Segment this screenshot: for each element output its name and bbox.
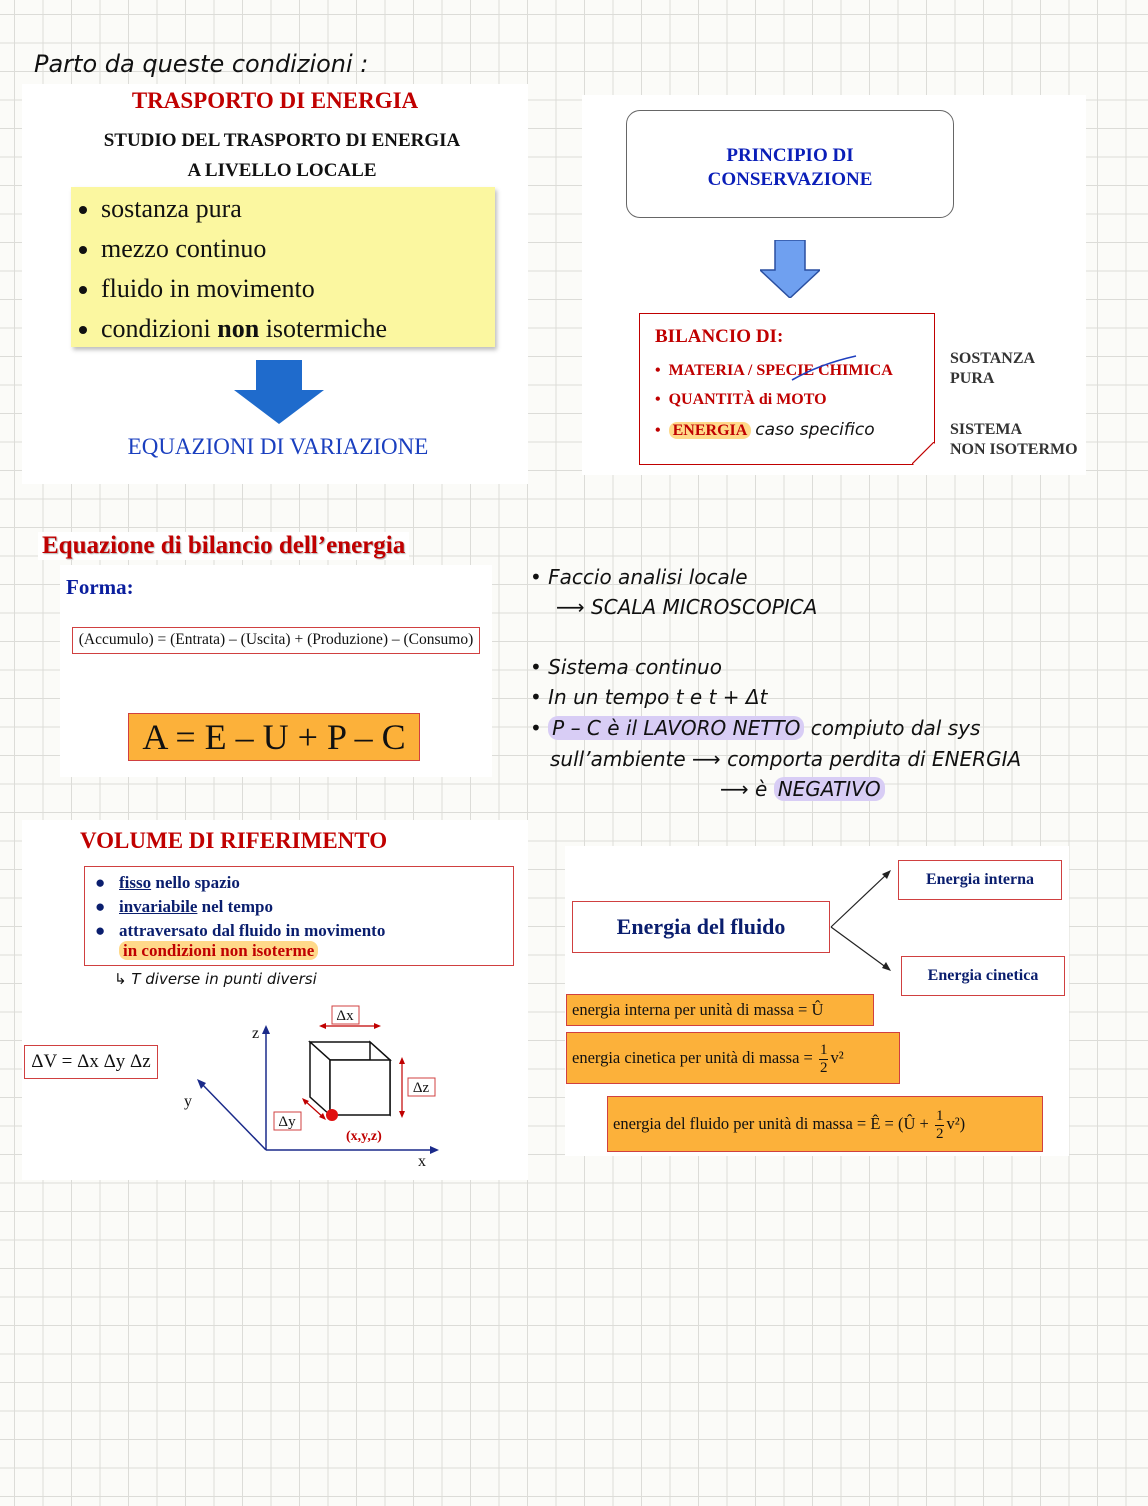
kinetic-energy-box: Energia cinetica: [901, 956, 1065, 996]
note-line: sull’ambiente ⟶ comporta perdita di ENERGIA: [550, 747, 1022, 771]
condition-item: • condizioni non isotermiche: [101, 309, 495, 349]
non-isothermal-label: SISTEMA NON ISOTERMO: [950, 421, 1078, 458]
delta-x-label: Δx: [336, 1008, 354, 1024]
page-fold-icon: [912, 442, 936, 466]
form-label: Forma:: [66, 575, 134, 599]
transport-title: TRASPORTO DI ENERGIA: [131, 88, 419, 113]
reference-volume-title: VOLUME DI RIFERIMENTO: [80, 828, 388, 853]
conditions-box: [71, 187, 495, 347]
down-arrow-icon: [760, 240, 820, 298]
note-line: • In un tempo t e t + Δt: [530, 685, 768, 709]
subtitle-line-1: STUDIO DEL TRASPORTO DI ENERGIA: [103, 130, 461, 151]
half-fraction: $\frac{1}{2}$: [935, 1107, 944, 1142]
condition-item: • sostanza pura: [101, 189, 495, 229]
volume-property: ● fisso nello spazio: [95, 873, 240, 892]
volume-property: ● attraversato dal fluido in movimento: [95, 921, 386, 940]
principle-line-1: PRINCIPIO DI: [726, 145, 854, 166]
volume-property: ● invariabile nel tempo: [95, 897, 273, 916]
axis-x-label: x: [418, 1153, 426, 1170]
delta-y-label: Δy: [278, 1114, 296, 1130]
fluid-energy-box: Energia del fluido: [572, 901, 830, 953]
transport-panel: [22, 84, 528, 484]
fluid-energy-panel: [565, 846, 1069, 1156]
reference-volume-panel: [22, 820, 528, 1180]
coordinate-cube-diagram: [172, 1000, 472, 1175]
axis-y-label: y: [184, 1093, 192, 1110]
variation-equations-label: EQUAZIONI DI VARIAZIONE: [127, 434, 429, 459]
note-line: • Sistema continuo: [530, 655, 722, 679]
balance-item-energy: • ENERGIA caso specifico: [655, 420, 875, 440]
balance-title: BILANCIO DI:: [655, 326, 784, 347]
internal-energy-definition: energia interna per unità di massa = Û: [566, 994, 874, 1026]
branch-arrows: [827, 866, 899, 976]
note-line: • Faccio analisi locale: [530, 565, 748, 589]
note-line: • P – C è il LAVORO NETTO compiuto dal sys: [530, 716, 981, 740]
axis-z-label: z: [252, 1025, 260, 1042]
balance-item-momentum: • QUANTITÀ di MOTO: [655, 391, 827, 408]
half-fraction: $\frac{1}{2}$: [819, 1041, 828, 1076]
strike-mark: [790, 354, 860, 384]
conservation-principle-box: [626, 110, 954, 218]
subtitle-line-2: A LIVELLO LOCALE: [187, 160, 377, 181]
energy-balance-heading: Equazione di bilancio dell’energia: [38, 532, 409, 560]
balance-equation-words: (Accumulo) = (Entrata) – (Uscita) + (Produzione) – (Consumo): [72, 627, 480, 654]
pure-substance-label: SOSTANZA PURA: [950, 350, 1036, 387]
down-arrow-icon: [234, 360, 324, 424]
conservation-panel: [582, 95, 1086, 475]
fluid-energy-definition: energia del fluido per unità di massa = Ê = (Û + $\frac{1}{2}$ v²): [607, 1096, 1043, 1152]
condition-item: • fluido in movimento: [101, 269, 495, 309]
reference-volume-box: [84, 866, 514, 966]
internal-energy-box: Energia interna: [898, 860, 1062, 900]
point-label: (x,y,z): [346, 1129, 382, 1144]
condition-item: • mezzo continuo: [101, 229, 495, 269]
balance-box: [639, 313, 935, 465]
principle-line-2: CONSERVAZIONE: [707, 169, 873, 190]
note-line: ⟶ SCALA MICROSCOPICA: [556, 595, 818, 619]
balance-item-matter: • MATERIA / SPECIE CHIMICA: [655, 362, 893, 379]
notes: [530, 562, 1021, 804]
balance-equation-letters: A = E – U + P – C: [128, 713, 420, 761]
balance-form-panel: [60, 565, 492, 777]
delta-z-label: Δz: [412, 1080, 430, 1096]
temperature-note: ↳ T diverse in punti diversi: [114, 970, 317, 988]
kinetic-energy-definition: energia cinetica per unità di massa = $\frac{1}{2}$ v²: [566, 1032, 900, 1084]
handwritten-intro: Parto da queste condizioni :: [34, 50, 369, 78]
volume-formula: ΔV = Δx Δy Δz: [24, 1045, 158, 1079]
note-line: ⟶ è NEGATIVO: [530, 774, 1021, 804]
volume-property-condition: in condizioni non isoterme: [119, 941, 318, 961]
transport-subtitle: [22, 126, 542, 186]
